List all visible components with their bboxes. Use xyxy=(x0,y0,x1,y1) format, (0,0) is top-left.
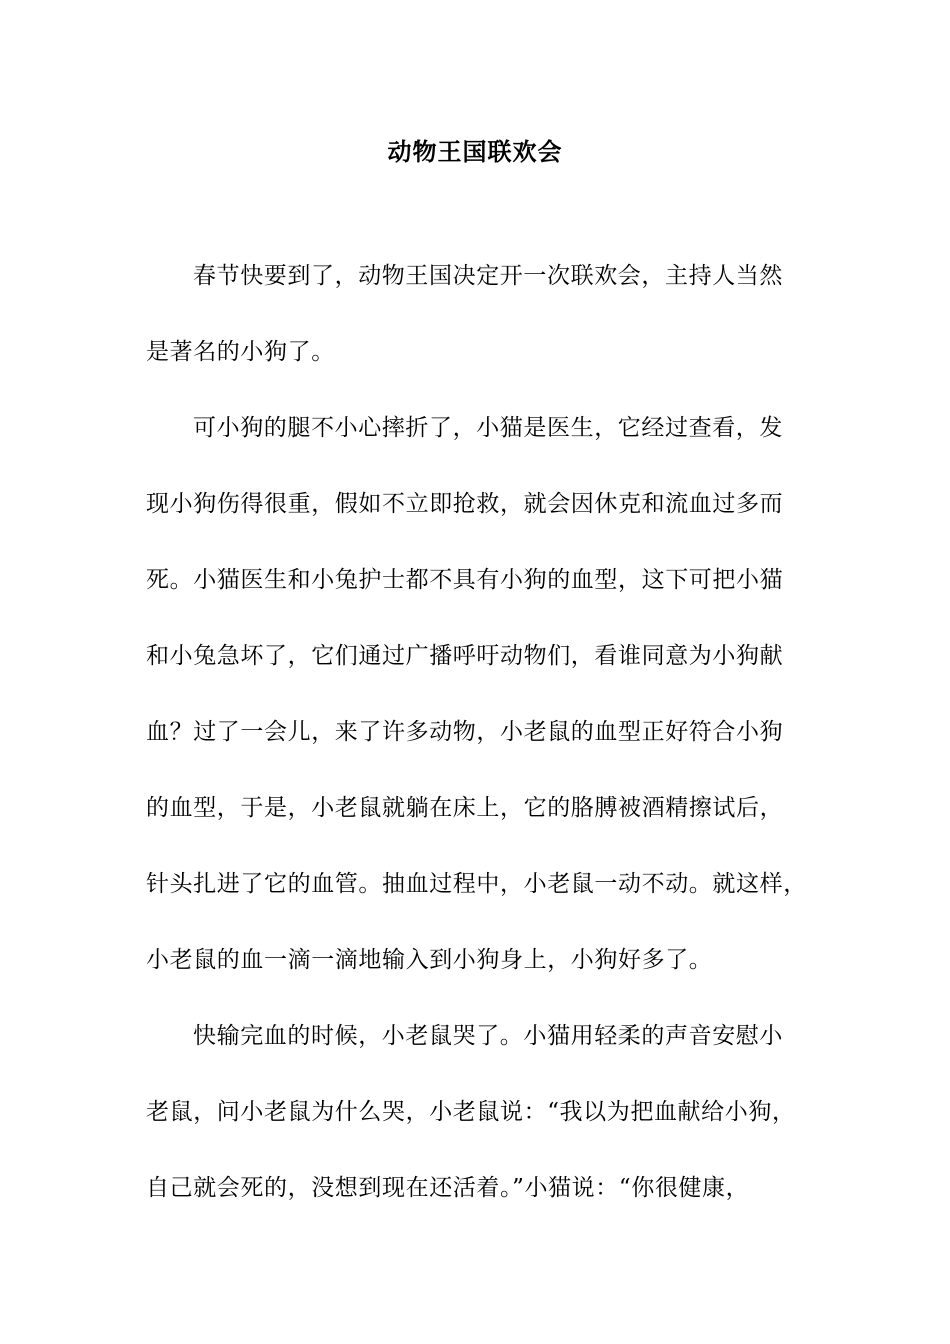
paragraph-2-line-3: 死。小猫医生和小兔护士都不具有小狗的血型，这下可把小猫 xyxy=(146,567,784,593)
paragraph-1-line-1: 春节快要到了，动物王国决定开一次联欢会，主持人当然 xyxy=(193,263,783,289)
paragraph-3-line-3: 自己就会死的，没想到现在还活着。”小猫说：“你很健康， xyxy=(146,1175,750,1201)
paragraph-1-line-2: 是著名的小狗了。 xyxy=(146,339,335,365)
paragraph-3-line-2: 老鼠，问小老鼠为什么哭，小老鼠说：“我以为把血献给小狗， xyxy=(146,1099,796,1125)
document-title: 动物王国联欢会 xyxy=(387,137,563,166)
paragraph-3-line-1: 快输完血的时候，小老鼠哭了。小猫用轻柔的声音安慰小 xyxy=(193,1023,783,1049)
paragraph-2-line-5: 血？过了一会儿，来了许多动物，小老鼠的血型正好符合小狗 xyxy=(146,719,784,745)
document-body xyxy=(146,258,826,1246)
paragraph-2-line-7: 针头扎进了它的血管。抽血过程中，小老鼠一动不动。就这样， xyxy=(146,871,807,897)
paragraph-2-line-8: 小老鼠的血一滴一滴地输入到小狗身上，小狗好多了。 xyxy=(146,947,713,973)
paragraph-2-line-2: 现小狗伤得很重，假如不立即抢救，就会因休克和流血过多而 xyxy=(146,491,784,517)
paragraph-2-line-1: 可小狗的腿不小心摔折了，小猫是医生，它经过查看，发 xyxy=(193,415,783,441)
paragraph-2-line-6: 的血型，于是，小老鼠就躺在床上，它的胳膊被酒精擦试后， xyxy=(146,795,784,821)
paragraph-2-line-4: 和小兔急坏了，它们通过广播呼吁动物们，看谁同意为小狗献 xyxy=(146,643,784,669)
